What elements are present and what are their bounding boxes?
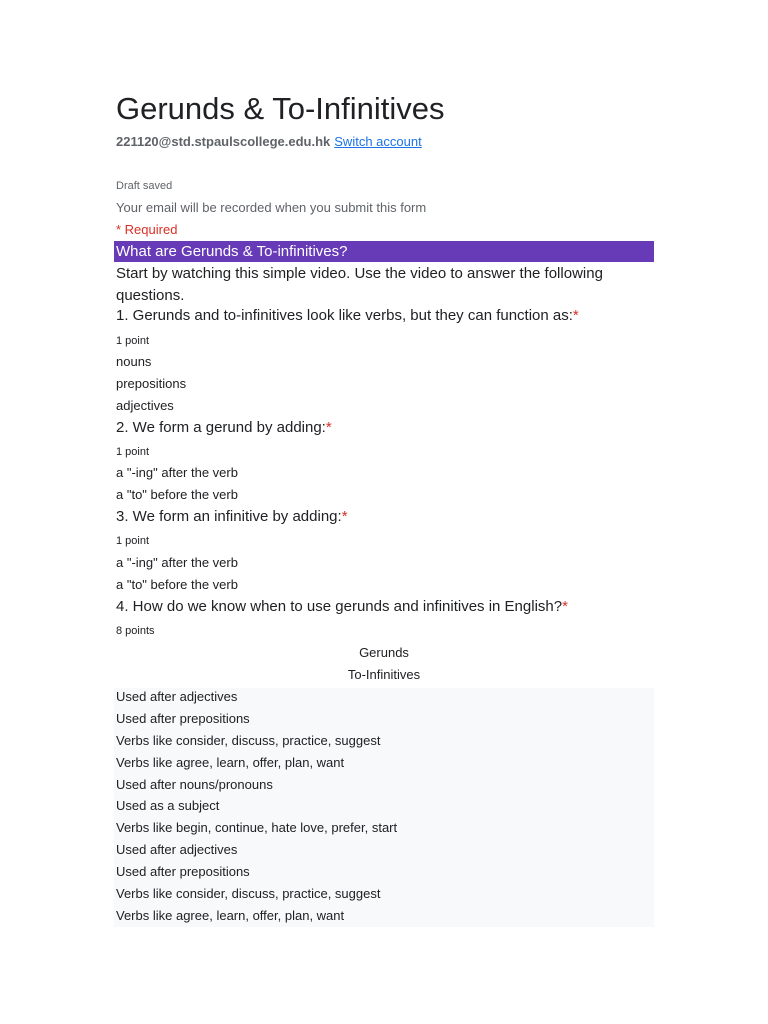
required-asterisk: * bbox=[341, 508, 348, 525]
section-header: What are Gerunds & To-infinitives? bbox=[114, 241, 654, 262]
question-1-option[interactable]: nouns bbox=[116, 354, 152, 369]
required-notice: * Required bbox=[116, 222, 178, 237]
question-1-option[interactable]: adjectives bbox=[116, 398, 174, 413]
grid-row[interactable]: Used after adjectives bbox=[116, 842, 238, 857]
grid-row[interactable]: Used as a subject bbox=[116, 798, 220, 813]
email-notice: Your email will be recorded when you submit this form bbox=[116, 200, 427, 215]
question-2-text: 2. We form a gerund by adding: bbox=[116, 419, 326, 436]
required-asterisk: * bbox=[325, 419, 332, 436]
draft-status: Draft saved bbox=[116, 180, 173, 192]
grid-row[interactable]: Verbs like agree, learn, offer, plan, want bbox=[116, 755, 345, 770]
question-4-points: 8 points bbox=[116, 625, 155, 637]
question-2-option[interactable]: a "to" before the verb bbox=[116, 487, 238, 502]
question-2-option[interactable]: a "-ing" after the verb bbox=[116, 465, 238, 480]
account-line bbox=[116, 133, 422, 151]
required-asterisk: * bbox=[572, 307, 579, 324]
question-1-text: 1. Gerunds and to-infinitives look like verbs, but they can function as: bbox=[116, 307, 573, 324]
form-title: Gerunds & To-Infinitives bbox=[116, 91, 445, 126]
question-4-title bbox=[116, 597, 568, 617]
grid-row[interactable]: Verbs like begin, continue, hate love, prefer, start bbox=[116, 820, 398, 835]
question-4-text: 4. How do we know when to use gerunds and infinitives in English? bbox=[116, 598, 563, 615]
grid-column-header-to-infinitives: To-Infinitives bbox=[347, 667, 421, 682]
grid-row[interactable]: Used after prepositions bbox=[116, 864, 250, 879]
switch-account-link[interactable]: Switch account bbox=[334, 134, 422, 149]
question-3-points: 1 point bbox=[116, 535, 150, 547]
question-3-text: 3. We form an infinitive by adding: bbox=[116, 508, 342, 525]
section-description: Start by watching this simple video. Use the video to answer the following questions. bbox=[116, 265, 603, 304]
required-asterisk: * bbox=[562, 598, 568, 615]
question-1-title bbox=[116, 306, 579, 326]
question-1-points: 1 point bbox=[116, 335, 150, 347]
grid-row[interactable]: Used after adjectives bbox=[116, 689, 238, 704]
question-2-title bbox=[116, 418, 332, 438]
grid-column-header-gerunds: Gerunds bbox=[359, 645, 409, 660]
grid-row[interactable]: Used after nouns/pronouns bbox=[116, 777, 273, 792]
grid-row[interactable]: Verbs like consider, discuss, practice, suggest bbox=[116, 886, 381, 901]
grid-row[interactable]: Verbs like agree, learn, offer, plan, want bbox=[116, 908, 345, 923]
question-1-option[interactable]: prepositions bbox=[116, 376, 187, 391]
question-3-option[interactable]: a "-ing" after the verb bbox=[116, 555, 238, 570]
grid-row[interactable]: Verbs like consider, discuss, practice, suggest bbox=[116, 733, 381, 748]
account-email: 221120@std.stpaulscollege.edu.hk bbox=[116, 134, 331, 149]
question-3-title bbox=[116, 507, 348, 527]
grid-row[interactable]: Used after prepositions bbox=[116, 711, 250, 726]
question-2-points: 1 point bbox=[116, 446, 150, 458]
question-3-option[interactable]: a "to" before the verb bbox=[116, 577, 238, 592]
